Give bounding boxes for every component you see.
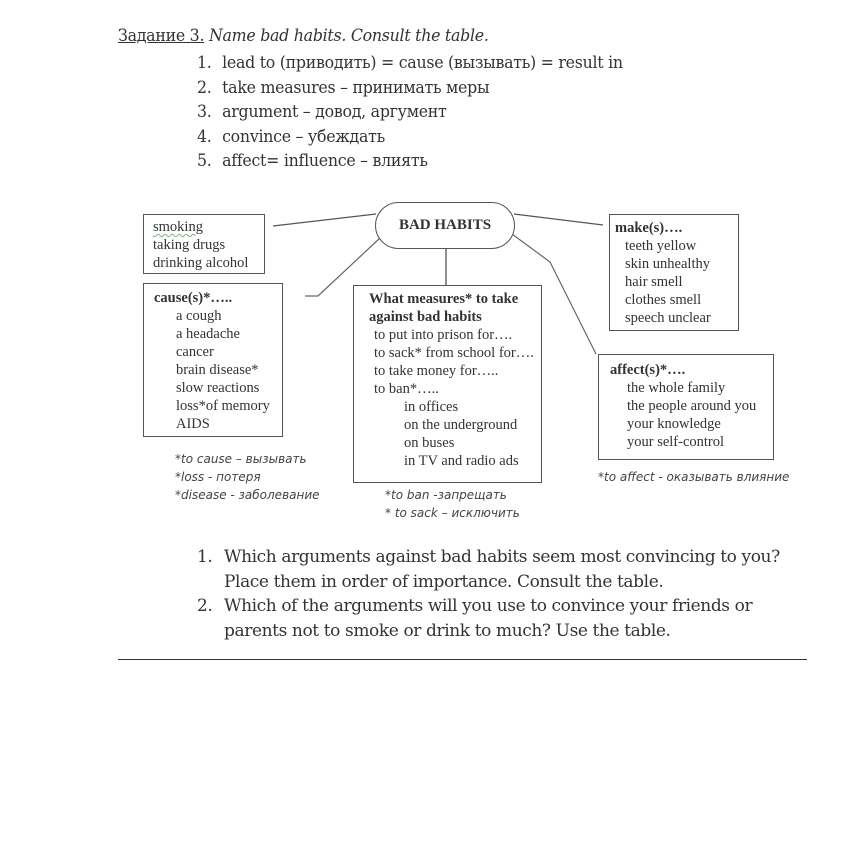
measure-item: to ban*…..: [374, 381, 439, 397]
causes-box: [143, 283, 283, 437]
habit-text: drinking alcohol: [153, 255, 249, 271]
footnote: *to ban -запрещать: [385, 488, 507, 502]
vocab-number: 5.: [197, 151, 212, 171]
vocab-text: lead to (приводить) = cause (вызывать) = result in: [222, 53, 623, 73]
cause-item: AIDS: [176, 416, 210, 432]
affect-item: your self-control: [627, 434, 725, 450]
task-instruction: Name bad habits. Consult the table.: [208, 26, 489, 46]
question-item: [197, 545, 784, 594]
affect-item: your knowledge: [627, 416, 721, 432]
ban-place-item: in offices: [404, 399, 459, 415]
ban-place-item: in TV and radio ads: [404, 453, 519, 469]
measures-box: [353, 285, 542, 483]
footnote: *to cause – вызывать: [175, 452, 307, 466]
hub-label: BAD HABITS: [398, 217, 492, 233]
affects-notes: [598, 468, 789, 486]
make-item: skin unhealthy: [625, 256, 710, 272]
ban-place-item: on buses: [404, 435, 455, 451]
measure-item: to take money for…..: [374, 363, 499, 379]
task-label: Задание 3.: [118, 26, 205, 46]
cause-item: cancer: [176, 344, 214, 360]
affects-box: [598, 354, 774, 460]
measure-item: to sack* from school for….: [374, 345, 534, 361]
ban-place-item: on the underground: [404, 417, 518, 433]
cause-item: brain disease*: [176, 362, 259, 378]
vocab-number: 4.: [197, 126, 212, 147]
cause-item: a headache: [176, 326, 240, 342]
habit-text: taking drugs: [153, 237, 226, 253]
cause-item: loss*of memory: [176, 398, 270, 414]
question-text: Which arguments against bad habits seem most convincing to you? Place them in order of importance. Consult the table.: [224, 547, 780, 592]
connector-habits: [273, 214, 376, 226]
vocab-number: 2.: [197, 77, 212, 98]
vocab-text: argument – довод, аргумент: [222, 102, 447, 122]
connector-makes: [514, 214, 603, 225]
question-item: [197, 594, 784, 643]
make-item: hair smell: [625, 274, 683, 290]
habits-box: [143, 214, 265, 274]
make-item: clothes smell: [625, 292, 702, 308]
vocab-number: 1.: [197, 53, 212, 73]
habit-item: [153, 236, 264, 254]
footnote: *disease - заболевание: [175, 488, 320, 502]
question-number: 2.: [197, 596, 213, 616]
cause-item: slow reactions: [176, 380, 260, 396]
vocab-text: affect= influence – влиять: [222, 151, 428, 171]
make-item: speech unclear: [625, 310, 711, 326]
measures-notes: [385, 486, 520, 522]
footnote: * to sack – исключить: [385, 506, 520, 520]
vocab-text: take measures – принимать меры: [222, 77, 490, 98]
hub-bad-habits: [375, 202, 515, 249]
makes-heading: make(s)….: [615, 220, 683, 236]
vocab-text: convince – убеждать: [222, 126, 385, 147]
habit-item: [153, 254, 264, 272]
causes-notes: [175, 450, 320, 504]
makes-box: [609, 214, 739, 331]
affect-item: the people around you: [627, 398, 757, 414]
causes-heading: cause(s)*…..: [154, 290, 233, 306]
make-item: teeth yellow: [625, 238, 697, 254]
measures-heading: against bad habits: [369, 309, 482, 325]
footnote: *loss - потеря: [175, 470, 261, 484]
habit-item: [153, 218, 264, 236]
question-number: 1.: [197, 547, 213, 567]
affect-item: the whole family: [627, 380, 726, 396]
measure-item: to put into prison for….: [374, 327, 513, 343]
footnote: *to affect - оказывать влияние: [598, 470, 790, 484]
question-text: Which of the arguments will you use to convince your friends or parents not to smoke or drink to much? Use the table.: [224, 596, 753, 641]
cause-item: a cough: [176, 308, 222, 324]
questions-list: [197, 545, 784, 643]
habit-text: smoking: [153, 219, 203, 235]
divider-line: [118, 659, 807, 660]
measures-heading: What measures* to take: [369, 291, 519, 307]
affects-heading: affect(s)*….: [610, 362, 686, 378]
vocab-number: 3.: [197, 102, 212, 122]
